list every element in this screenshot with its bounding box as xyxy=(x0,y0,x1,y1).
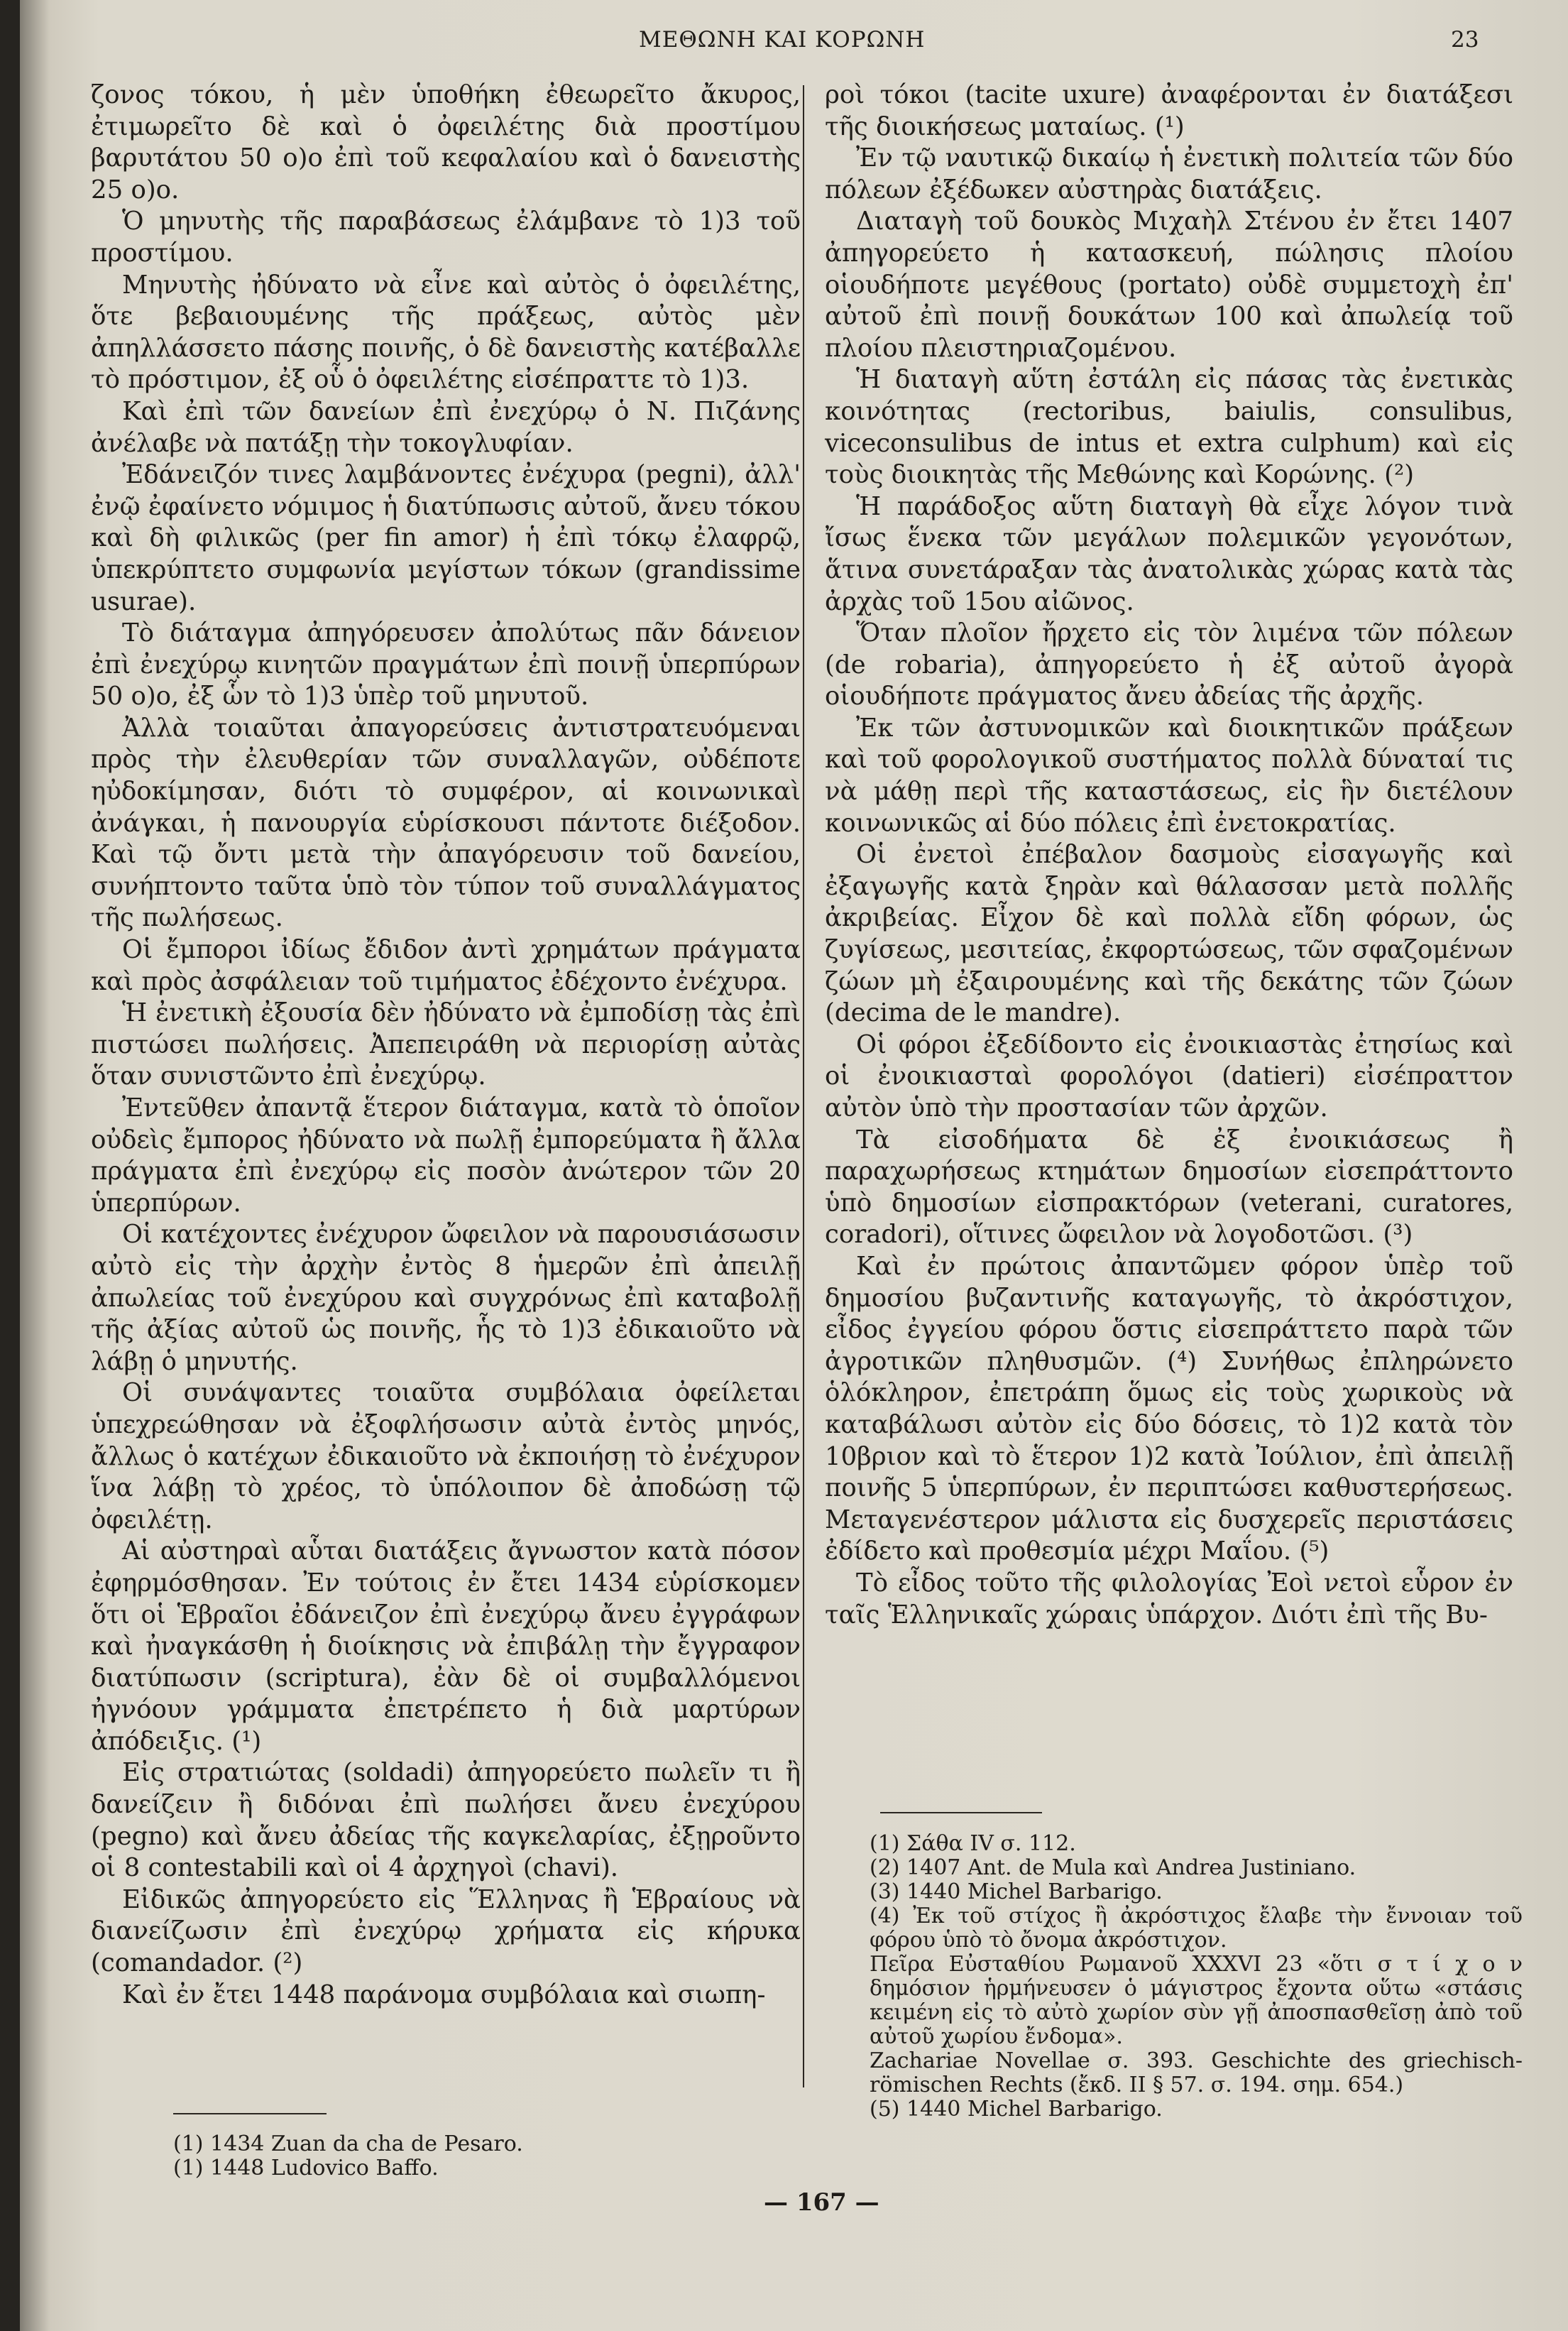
paragraph: ζονος τόκου, ἡ μὲν ὑποθήκη ἐθεωρεῖτο ἄκυρος, ἐτιμωρεῖτο δὲ καὶ ὁ ὀφειλέτης διὰ προστίμου βαρυτάτου 50 ο)ο ἐπὶ τοῦ κεφαλαίου καὶ ὁ δανειστὴς 25 ο)ο. xyxy=(91,80,801,204)
paragraph: Εἰς στρατιώτας (soldadi) ἀπηγορεύετο πωλεῖν τι ἢ δανείζειν ἢ διδόναι ἐπὶ πωλήσει ἄνευ ἐνεχύρου (pegno) καὶ ἄνευ ἀδείας τῆς καγκελαρίας, ἐξῃροῦντο οἱ 8 contestabili καὶ οἱ 4 ἀρχηγοὶ (chavi). xyxy=(91,1758,801,1883)
paragraph: Οἱ ἐνετοὶ ἐπέβαλον δασμοὺς εἰσαγωγῆς καὶ ἐξαγωγῆς κατὰ ξηρὰν καὶ θάλασσαν μετὰ πολλῆς ἀκριβείας. Εἶχον δὲ καὶ πολλὰ εἴδη φόρων, ὡς ζυγίσεως, μεσιτείας, ἐκφορτώσεως, τῶν σφαζομένων ζώων μὴ ἐξαιρουμένης καὶ τῆς δεκάτης τῶν ζώων (decima de le mandre). xyxy=(825,840,1513,1028)
right-text-column xyxy=(825,80,1513,1631)
paragraph: Ἀλλὰ τοιαῦται ἀπαγορεύσεις ἀντιστρατευόμεναι πρὸς τὴν ἐλευθερίαν τῶν συναλλαγῶν, οὐδέποτε ηὐδοκίμησαν, διότι τὸ συμφέρον, αἱ κοινωνικαὶ ἀνάγκαι, ἡ πανουργία εὑρίσκουσι πάντοτε διέξοδον. Καὶ τῷ ὄντι μετὰ τὴν ἀπαγόρευσιν τοῦ δανείου, συνήπτοντο ταῦτα ὑπὸ τὸν τύπον τοῦ συναλλάγματος τῆς πωλήσεως. xyxy=(91,713,801,933)
paragraph: Ὁ μηνυτὴς τῆς παραβάσεως ἐλάμβανε τὸ 1)3 τοῦ προστίμου. xyxy=(91,207,801,268)
folio-number: — 167 — xyxy=(764,2188,879,2217)
footnotes-left xyxy=(173,2132,798,2180)
page-number: 23 xyxy=(1451,27,1479,53)
paragraph: Τὰ εἰσοδήματα δὲ ἐξ ἐνοικιάσεως ἢ παραχωρήσεως κτημάτων δημοσίων εἰσεπράττοντο ὑπὸ δημοσίων εἰσπρακτόρων (veterani, curatores, coradori), οἵτινες ὤφειλον νὰ λογοδοτῶσι. (³) xyxy=(825,1125,1513,1250)
paragraph: Ἡ διαταγὴ αὕτη ἐστάλη εἰς πάσας τὰς ἐνετικὰς κοινότητας (rectoribus, baiulis, consulibus, viceconsulibus de intus et extra culphum) καὶ εἰς τοὺς διοικητὰς τῆς Μεθώνης καὶ Κορώνης. (²) xyxy=(825,365,1513,490)
paragraph: Ἐκ τῶν ἀστυνομικῶν καὶ διοικητικῶν πράξεων καὶ τοῦ φορολογικοῦ συστήματος πολλὰ δύναταί τις νὰ μάθῃ περὶ τῆς καταστάσεως, εἰς ἣν διετέλουν κοινωνικῶς αἱ δύο πόλεις ἐπὶ ἐνετοκρατίας. xyxy=(825,713,1513,838)
paragraph: Καὶ ἐν πρώτοις ἀπαντῶμεν φόρον ὑπὲρ τοῦ δημοσίου βυζαντινῆς καταγωγῆς, τὸ ἀκρόστιχον, εἶδος ἐγγείου φόρου ὅστις εἰσεπράττετο παρὰ τῶν ἀγροτικῶν πληθυσμῶν. (⁴) Συνήθως ἐπληρώνετο ὁλόκληρον, ἐπετράπη ὅμως εἰς τοὺς χωρικοὺς νὰ καταβάλωσι αὐτὸν εἰς δύο δόσεις, τὸ 1)2 κατὰ τὸν 10βριον καὶ τὸ ἕτερον 1)2 κατὰ Ἰούλιον, ἐπὶ ἀπειλῇ ποινῆς 5 ὑπερπύρων, ἐν περιπτώσει καθυστερήσεως. Μεταγενέστερον μάλιστα εἰς δυσχερεῖς περιστάσεις ἐδίδετο καὶ προθεσμία μέχρι Μαΐου. (⁵) xyxy=(825,1251,1513,1566)
footnote: Πεῖρα Εὐσταθίου Ρωμανοῦ XXXVI 23 «ὅτι σ τ ί χ ο ν δημόσιον ἡρμήνευσεν ὁ μάγιστρος ἔχοντα οὕτω «στάσις κειμένη εἰς τὸ αὐτὸ χωρίον σὺν γῇ ἀποσπασθεῖσῃ ἀπὸ τοῦ αὐτοῦ χωρίου ἔνδομα». xyxy=(870,1952,1523,2049)
paragraph: Διαταγὴ τοῦ δουκὸς Μιχαὴλ Στένου ἐν ἔτει 1407 ἀπηγορεύετο ἡ κατασκευή, πώλησις πλοίου οἱουδήποτε μεγέθους (portato) οὐδὲ συμμετοχὴ ἐπ' αὐτοῦ ἐπὶ ποινῇ δουκάτων 100 καὶ ἀπωλείᾳ τοῦ πλοίου πλειστηριαζομένου. xyxy=(825,207,1513,363)
paragraph: Οἱ κατέχοντες ἐνέχυρον ὤφειλον νὰ παρουσιάσωσιν αὐτὸ εἰς τὴν ἀρχὴν ἐντὸς 8 ἡμερῶν ἐπὶ ἀπειλῇ ἀπωλείας τοῦ ἐνεχύρου καὶ συγχρόνως ἐπὶ καταβολῇ τῆς ἀξίας αὐτοῦ ὡς ποινῆς, ἧς τὸ 1)3 ἐδικαιοῦτο νὰ λάβῃ ὁ μηνυτής. xyxy=(91,1220,801,1376)
footnote: (1) Σάθα IV σ. 112. xyxy=(870,1831,1076,1856)
paragraph: Ἐν τῷ ναυτικῷ δικαίῳ ἡ ἐνετικὴ πολιτεία τῶν δύο πόλεων ἐξέδωκεν αὐστηρὰς διατάξεις. xyxy=(825,143,1513,204)
paragraph: Τὸ διάταγμα ἀπηγόρευσεν ἀπολύτως πᾶν δάνειον ἐπὶ ἐνεχύρῳ κινητῶν πραγμάτων ἐπὶ ποινῇ ὑπερπύρων 50 ο)ο, ἐξ ὧν τὸ 1)3 ὑπὲρ τοῦ μηνυτοῦ. xyxy=(91,618,801,711)
paragraph: Μηνυτὴς ἠδύνατο νὰ εἶνε καὶ αὐτὸς ὁ ὀφειλέτης, ὅτε βεβαιουμένης τῆς πράξεως, αὐτὸς μὲν ἀπηλλάσσετο πάσης ποινῆς, ὁ δὲ δανειστὴς κατέβαλλε τὸ πρόστιμον, ἐξ οὗ ὁ ὀφειλέτης εἰσέπραττε τὸ 1)3. xyxy=(91,270,801,395)
paragraph: Ἐντεῦθεν ἀπαντᾷ ἕτερον διάταγμα, κατὰ τὸ ὁποῖον οὐδεὶς ἔμπορος ἠδύνατο νὰ πωλῇ ἐμπορεύματα ἢ ἄλλα πράγματα ἐπὶ ἐνεχύρῳ εἰς ποσὸν ἀνώτερον τῶν 20 ὑπερπύρων. xyxy=(91,1093,801,1218)
footnote-rule-left xyxy=(173,2113,327,2114)
paragraph: Οἱ φόροι ἐξεδίδοντο εἰς ἐνοικιαστὰς ἐτησίως καὶ οἱ ἐνοικιασταὶ φορολόγοι (datieri) εἰσέπραττον αὐτὸν ὑπὸ τὴν προστασίαν τῶν ἀρχῶν. xyxy=(825,1030,1513,1123)
footnotes-right xyxy=(870,1832,1523,2122)
paragraph: Ἡ παράδοξος αὕτη διαταγὴ θὰ εἶχε λόγον τινὰ ἴσως ἕνεκα τῶν μεγάλων πολεμικῶν γεγονότων, ἅτινα συνετάραξαν τὰς ἀνατολικὰς χώρας κατὰ τὰς ἀρχὰς τοῦ 15ου αἰῶνος. xyxy=(825,491,1513,616)
footnote: (3) 1440 Michel Barbarigo. xyxy=(870,1879,1163,1904)
paragraph: Οἱ συνάψαντες τοιαῦτα συμβόλαια ὀφείλεται ὑπεχρεώθησαν νὰ ἐξοφλήσωσιν αὐτὰ ἐντὸς μηνός, ἄλλως ὁ κατέχων ἐδικαιοῦτο νὰ ἐκποιήσῃ τὸ ἐνέχυρον ἵνα λάβῃ τὸ χρέος, τὸ ὑπόλοιπον δὲ ἀποδώσῃ τῷ ὀφειλέτῃ. xyxy=(91,1378,801,1534)
page-header xyxy=(0,27,1568,70)
book-binding-shadow xyxy=(0,0,20,2331)
footnote: (4) Ἐκ τοῦ στίχος ἢ ἀκρόστιχος ἔλαβε τὴν ἔννοιαν τοῦ φόρου ὑπὸ τὸ ὄνομα ἀκρόστιχον. xyxy=(870,1904,1523,1953)
paragraph: Οἱ ἔμποροι ἰδίως ἔδιδον ἀντὶ χρημάτων πράγματα καὶ πρὸς ἀσφάλειαν τοῦ τιμήματος ἐδέχοντο ἐνέχυρα. xyxy=(91,935,801,996)
paragraph: Ἡ ἐνετικὴ ἐξουσία δὲν ἠδύνατο νὰ ἐμποδίσῃ τὰς ἐπὶ πιστώσει πωλήσεις. Ἀπεπειράθη νὰ περιορίσῃ αὐτὰς ὅταν συνιστῶντο ἐπὶ ἐνεχύρῳ. xyxy=(91,998,801,1091)
paragraph: Καὶ ἐν ἔτει 1448 παράνομα συμβόλαια καὶ σιωπη- xyxy=(122,1980,766,2009)
paragraph: ροὶ τόκοι (tacite uxure) ἀναφέρονται ἐν διατάξεσι τῆς διοικήσεως ματαίως. (¹) xyxy=(825,80,1513,141)
footnote: (5) 1440 Michel Barbarigo. xyxy=(870,2097,1163,2122)
footnote-rule-right xyxy=(880,1812,1042,1813)
footnote: (2) 1407 Ant. de Mula καὶ Andrea Justiniano. xyxy=(870,1855,1356,1880)
paragraph: Τὸ εἶδος τοῦτο τῆς φιλολογίας Ἐοὶ νετοὶ εὗρον ἐν ταῖς Ἑλληνικαῖς χώραις ὑπάρχον. Διότι ἐπὶ τῆς Βυ- xyxy=(825,1568,1513,1629)
paragraph: Αἱ αὐστηραὶ αὗται διατάξεις ἄγνωστον κατὰ πόσον ἐφηρμόσθησαν. Ἐν τούτοις ἐν ἔτει 1434 εὑρίσκομεν ὅτι οἱ Ἑβραῖοι ἐδάνειζον ἐπὶ ἐνεχύρῳ ἄνευ ἐγγράφων καὶ ἠναγκάσθη ἡ διοίκησις νὰ ἐπιβάλῃ τὴν ἔγγραφον διατύπωσιν (scriptura), ἐὰν δὲ οἱ συμβαλλόμενοι ἠγνόουν γράμματα ἐπετρέπετο ἡ διὰ μαρτύρων ἀπόδειξις. (¹) xyxy=(91,1536,801,1756)
running-title: ΜΕΘΩΝΗ ΚΑΙ ΚΟΡΩΝΗ xyxy=(639,27,926,53)
footnote: (1) 1448 Ludovico Baffo. xyxy=(173,2156,439,2180)
paragraph: Ἐδάνειζόν τινες λαμβάνοντες ἐνέχυρα (pegni), ἀλλ' ἐνῷ ἐφαίνετο νόμιμος ἡ διατύπωσις αὐτοῦ, ἄνευ τόκου καὶ δὴ φιλικῶς (per fin amor) ἡ ἐπὶ τόκῳ ἐλαφρῷ, ὑπεκρύπτετο συμφωνία μεγίστων τόκων (grandissime usurae). xyxy=(91,460,801,616)
footnote: Zachariae Novellae σ. 393. Geschichte des griechisch-römischen Rechts (ἔκδ. II § 57. σ. 194. σημ. 654.) xyxy=(870,2048,1523,2097)
paragraph: Καὶ ἐπὶ τῶν δανείων ἐπὶ ἐνεχύρῳ ὁ Ν. Πιζάνης ἀνέλαβε νὰ πατάξῃ τὴν τοκογλυφίαν. xyxy=(91,396,801,458)
paragraph: Ὅταν πλοῖον ἤρχετο εἰς τὸν λιμένα τῶν πόλεων (de robaria), ἀπηγορεύετο ἡ ἐξ αὐτοῦ ἀγορὰ οἱουδήποτε πράγματος ἄνευ ἀδείας τῆς ἀρχῆς. xyxy=(825,618,1513,711)
footnote: (1) 1434 Zuan da cha de Pesaro. xyxy=(173,2131,523,2156)
left-text-column xyxy=(91,80,801,2011)
column-divider xyxy=(803,85,804,2087)
paragraph: Εἰδικῶς ἀπηγορεύετο εἰς Ἕλληνας ἢ Ἑβραίους νὰ διανείζωσιν ἐπὶ ἐνεχύρῳ χρήματα εἰς κήρυκα (comandador. (²) xyxy=(91,1884,801,1978)
